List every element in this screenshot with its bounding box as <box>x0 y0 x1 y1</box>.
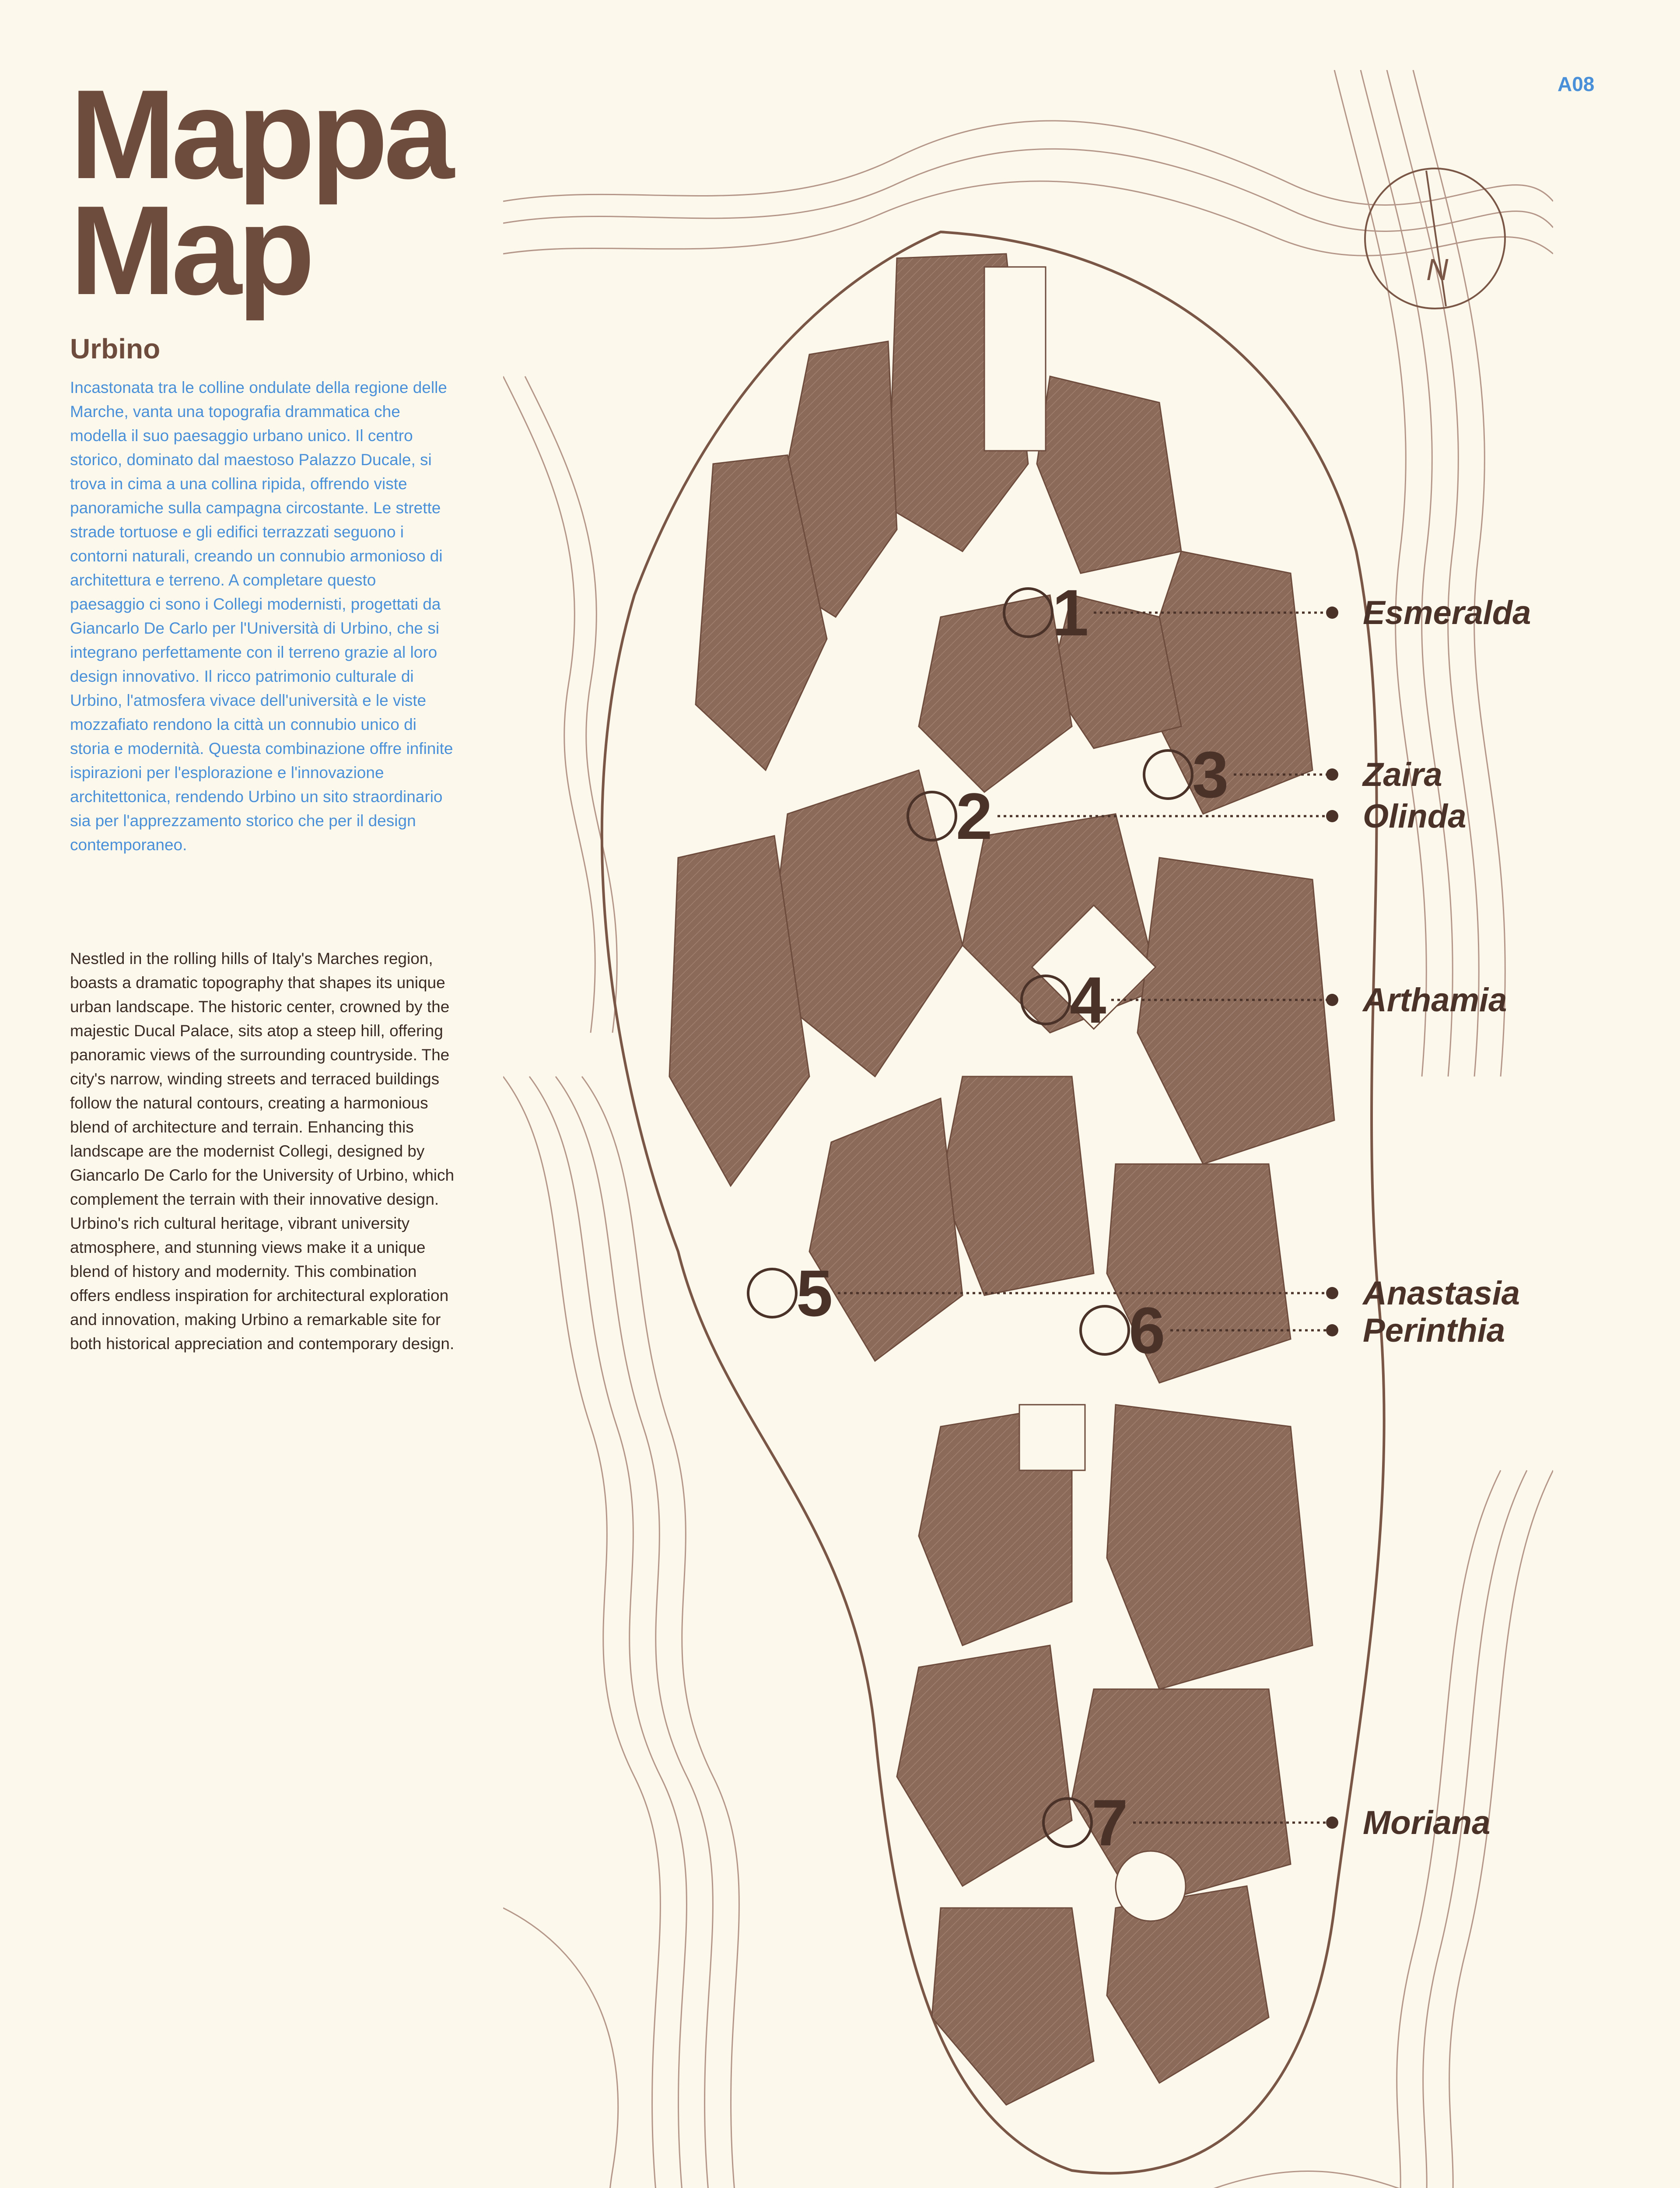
description-italian: Incastonata tra le colline ondulate della regione delle Marche, vanta una topografia drammatica che modella il suo paesaggio urbano unico. Il centro storico, dominato dal maestoso Palazzo Ducale, si trova in cima a una collina ripida, offrendo viste panoramiche sulla campagna circostante. Le strette strade tortuose e gli edifici terrazzati seguono i contorni naturali, creando un connubio armonioso di architettura e terreno. A completare questo paesaggio ci sono i Collegi modernisti, progettati da Giancarlo De Carlo per l'Università di Urbino, che si integrano perfettamente con il terreno grazie al loro design innovativo. Il ricco patrimonio culturale di Urbino, l'atmosfera vivace dell'università e le viste mozzafiato rendono la città un connubio unico di storia e modernità. Questa combinazione offre infinite ispirazioni per l'esplorazione e l'innovazione architettonica, rendendo Urbino un sito straordinario sia per l'apprezzamento storico che per il design contemporaneo. <box>70 379 453 854</box>
place-label: Zaira <box>1363 756 1442 793</box>
marker-number: 1 <box>1052 576 1089 649</box>
leader-dot <box>1326 1287 1338 1299</box>
building-blocks <box>669 254 1334 2105</box>
place-label: Perinthia <box>1363 1312 1505 1349</box>
marker-number: 7 <box>1092 1786 1128 1859</box>
place-label: Arthamia <box>1363 982 1507 1019</box>
page-title <box>70 63 450 321</box>
title-line-it: Mappa <box>70 63 450 205</box>
marker-number: 2 <box>956 779 993 853</box>
place-label: Moriana <box>1363 1804 1491 1841</box>
place-label: Anastasia <box>1363 1275 1520 1312</box>
title-line-en: Map <box>70 179 311 321</box>
marker-number: 6 <box>1129 1294 1166 1367</box>
leader-dot <box>1326 1324 1338 1336</box>
compass-north-label: N <box>1426 252 1449 287</box>
marker-number: 5 <box>796 1256 833 1330</box>
leader-dot <box>1326 810 1338 822</box>
marker-number: 3 <box>1192 738 1229 811</box>
marker-circle <box>1081 1306 1129 1354</box>
leader-dot <box>1326 768 1338 781</box>
leader-dot <box>1326 607 1338 619</box>
urbino-map <box>503 70 1553 2188</box>
marker-number: 4 <box>1070 963 1106 1037</box>
city-subtitle: Urbino <box>70 333 161 365</box>
sheet-code: A08 <box>1558 73 1595 95</box>
marker-circle <box>748 1269 796 1317</box>
place-label: Olinda <box>1363 798 1466 835</box>
place-label: Esmeralda <box>1363 594 1531 631</box>
leader-dot <box>1326 1816 1338 1829</box>
description-english: Nestled in the rolling hills of Italy's Marches region, boasts a dramatic topography that shapes its unique urban landscape. The historic center, crowned by the majestic Ducal Palace, sits atop a steep hill, offering panoramic views of the surrounding countryside. The city's narrow, winding streets and terraced buildings follow the natural contours, creating a harmonious blend of architecture and terrain. Enhancing this landscape are the modernist Collegi, designed by Giancarlo De Carlo for the University of Urbino, which complement the terrain with their innovative design. Urbino's rich cultural heritage, vibrant university atmosphere, and stunning views make it a unique blend of history and modernity. This combination offers endless inspiration for architectural exploration and innovation, making Urbino a remarkable site for both historical appreciation and contemporary design. <box>70 950 455 1353</box>
leader-dot <box>1326 994 1338 1006</box>
